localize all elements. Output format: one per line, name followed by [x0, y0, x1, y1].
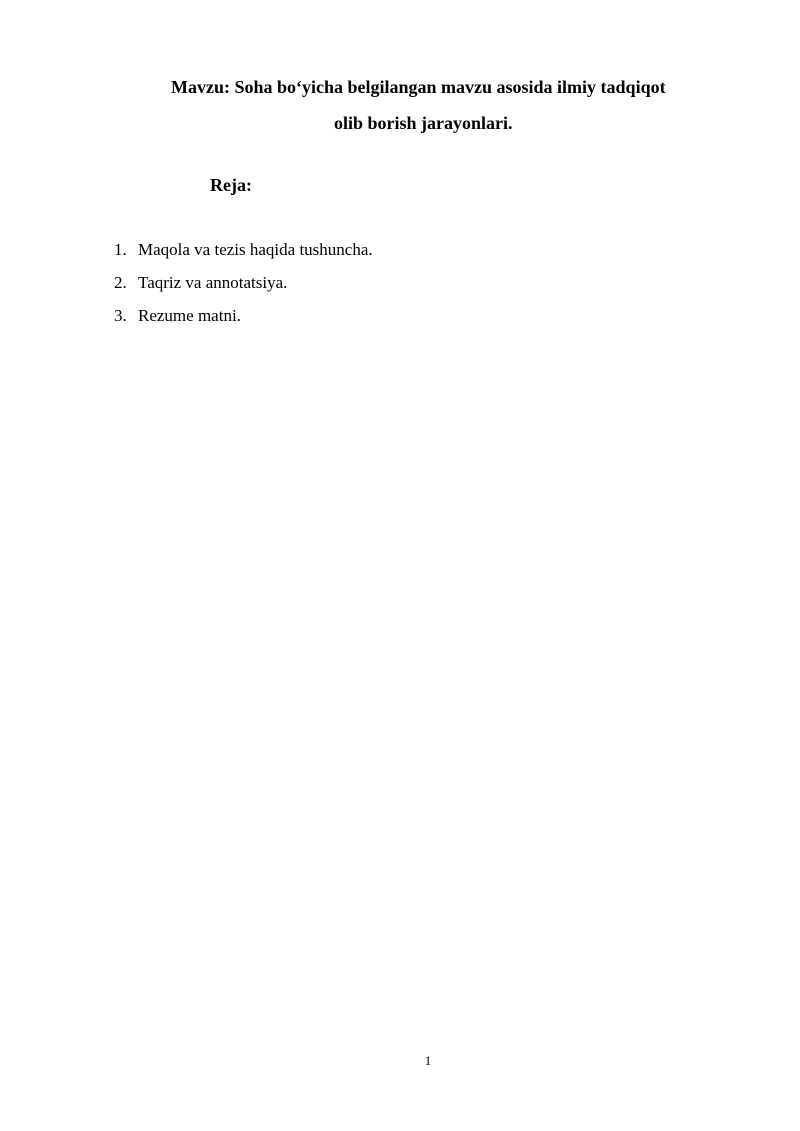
plan-item-text: Maqola va tezis haqida tushuncha.: [138, 240, 373, 259]
plan-item-text: Rezume matni.: [138, 306, 241, 325]
plan-item-number: 2.: [114, 273, 127, 292]
plan-item: [114, 272, 373, 305]
plan-heading: Reja:: [210, 175, 252, 195]
page-number: 1: [424, 1053, 432, 1068]
plan-list: [114, 239, 373, 338]
plan-item: [114, 239, 373, 272]
plan-item-number: 1.: [114, 240, 127, 259]
plan-item: [114, 305, 373, 338]
plan-item-number: 3.: [114, 306, 127, 325]
plan-item-text: Taqriz va annotatsiya.: [138, 273, 288, 292]
document-title-line-1: Mavzu: Soha bo‘yicha belgilangan mavzu asosida ilmiy tadqiqot: [171, 77, 666, 97]
document-title-line-2: olib borish jarayonlari.: [334, 113, 513, 133]
